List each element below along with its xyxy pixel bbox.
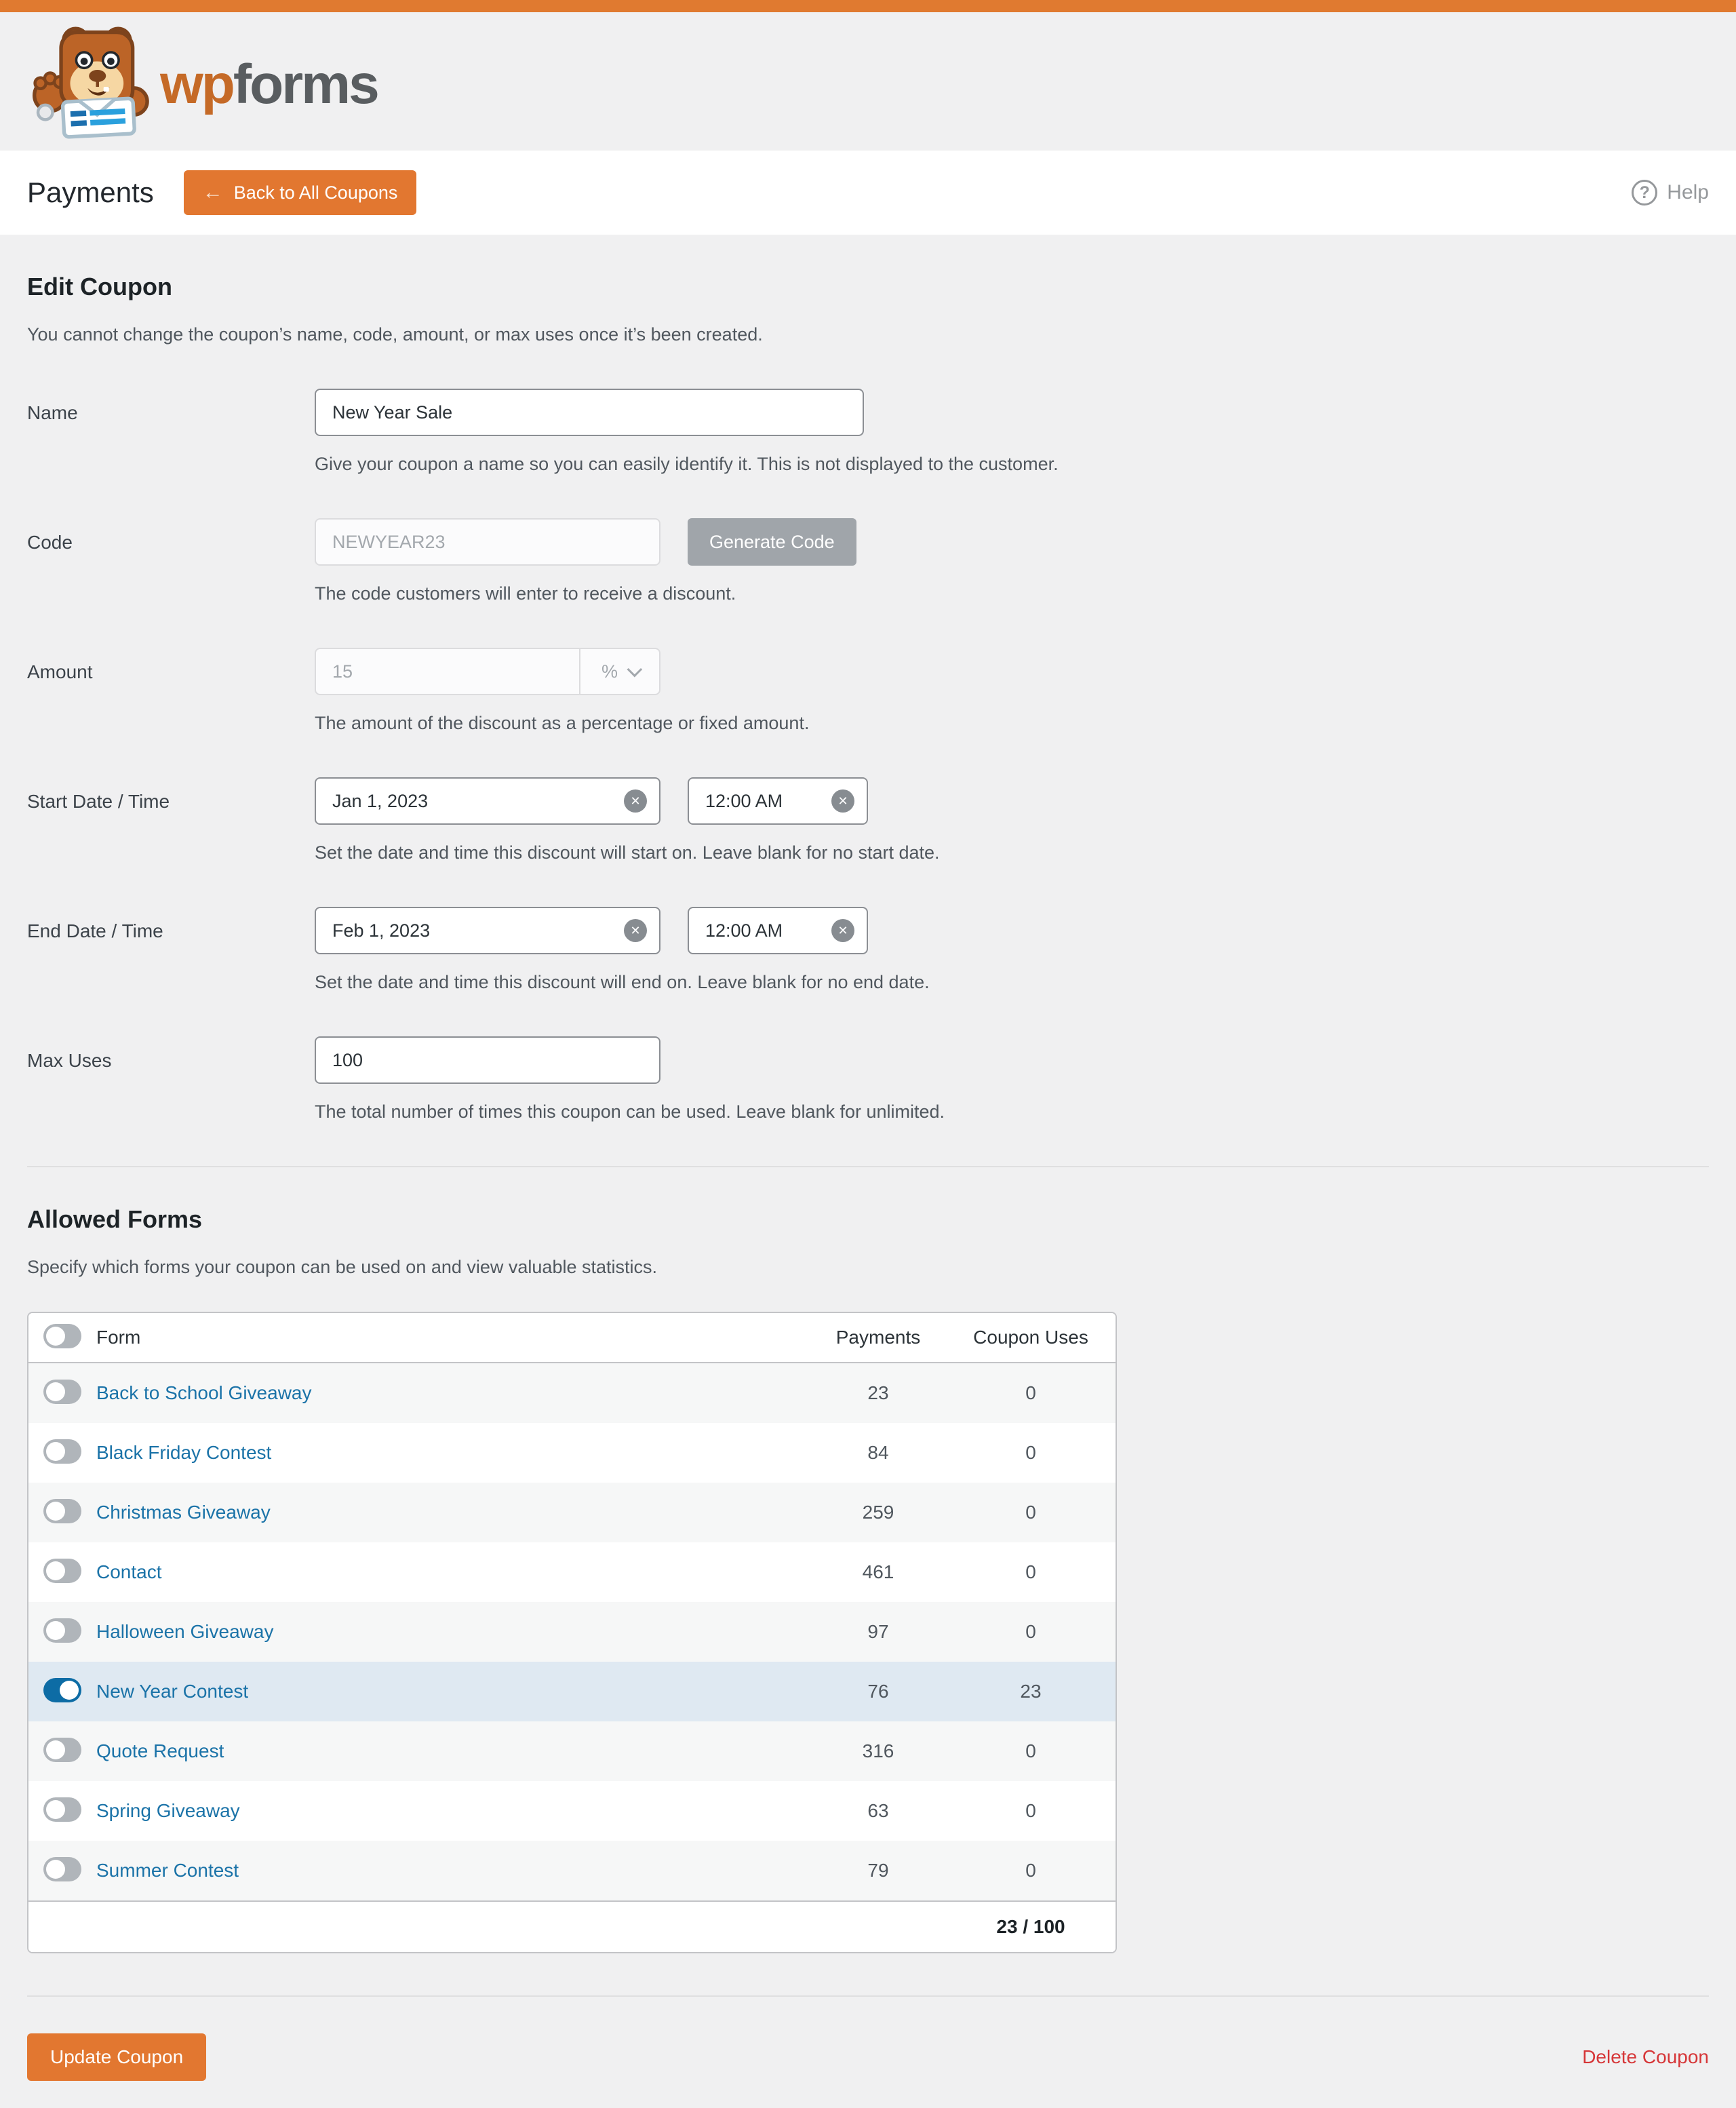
max-uses-help-text: The total number of times this coupon can be used. Leave blank for unlimited. [315,1101,945,1122]
code-label: Code [27,532,73,553]
form-toggle-switch[interactable] [43,1678,81,1702]
toggle-knob [46,1800,65,1819]
form-toggle-switch[interactable] [43,1499,81,1523]
end-date-input[interactable] [315,907,660,954]
toggle-knob [46,1621,65,1640]
payments-value: 23 [867,1382,889,1403]
wpforms-bear-logo-icon [27,24,153,139]
end-field-row [27,907,1709,993]
form-toggle-switch[interactable] [43,1559,81,1583]
update-coupon-button[interactable]: Update Coupon [27,2033,206,2081]
start-field-row [27,777,1709,863]
toggle-all-forms-switch[interactable] [43,1324,81,1348]
table-row [28,1781,1116,1841]
coupon-uses-value: 23 [1020,1681,1042,1702]
delete-coupon-link[interactable]: Delete Coupon [1582,2046,1709,2067]
table-body [28,1363,1116,1900]
table-footer-row [28,1900,1116,1952]
footer-divider [27,1995,1709,1997]
amount-field-row [27,648,1709,734]
wordmark-forms: forms [233,54,378,115]
coupon-uses-total: 23 / 100 [996,1916,1065,1937]
toggle-knob [46,1327,65,1346]
form-column-header: Form [96,1327,141,1348]
chevron-down-icon [627,662,643,678]
payments-value: 76 [867,1681,889,1702]
form-name-link[interactable]: Back to School Giveaway [96,1382,312,1403]
table-header-row [28,1313,1116,1363]
table-row [28,1841,1116,1900]
toggle-knob [60,1681,79,1700]
table-row [28,1423,1116,1483]
amount-help-text: The amount of the discount as a percentage or fixed amount. [315,713,810,733]
form-toggle-switch[interactable] [43,1738,81,1762]
back-button-label: Back to All Coupons [233,182,398,203]
coupon-uses-value: 0 [1025,1740,1036,1761]
form-toggle-switch[interactable] [43,1439,81,1464]
edit-coupon-heading: Edit Coupon [27,273,172,300]
end-help-text: Set the date and time this discount will end on. Leave blank for no end date. [315,972,930,992]
payments-column-header: Payments [835,1327,921,1348]
clear-start-time-icon[interactable] [831,789,854,813]
start-date-input[interactable] [315,777,660,825]
payments-value: 84 [867,1442,889,1463]
coupon-uses-value: 0 [1025,1800,1036,1821]
table-row [28,1602,1116,1662]
payments-value: 79 [867,1860,889,1881]
amount-unit-value: % [601,661,618,682]
clear-start-date-icon[interactable] [624,789,647,813]
amount-composite-field [315,648,660,695]
wordmark-wp: wp [160,54,233,115]
toggle-knob [46,1740,65,1759]
table-row [28,1721,1116,1781]
coupon-uses-value: 0 [1025,1621,1036,1642]
payments-value: 63 [867,1800,889,1821]
coupon-uses-value: 0 [1025,1502,1036,1523]
table-row [28,1363,1116,1423]
code-help-text: The code customers will enter to receive a discount. [315,583,736,604]
amount-label: Amount [27,661,93,682]
toggle-knob [46,1561,65,1580]
form-name-link[interactable]: Christmas Giveaway [96,1502,271,1523]
form-name-link[interactable]: New Year Contest [96,1681,249,1702]
name-input[interactable] [315,389,864,436]
allowed-forms-table [27,1312,1117,1953]
form-toggle-switch[interactable] [43,1380,81,1404]
start-label: Start Date / Time [27,791,170,812]
end-label: End Date / Time [27,920,163,941]
clear-end-date-icon[interactable] [624,919,647,942]
table-row [28,1542,1116,1602]
form-name-link[interactable]: Black Friday Contest [96,1442,272,1463]
name-field-row [27,389,1709,475]
wpforms-wordmark [160,53,378,117]
actions-row [27,2033,1709,2081]
admin-top-bar [0,0,1736,12]
form-toggle-switch[interactable] [43,1618,81,1643]
start-help-text: Set the date and time this discount will start on. Leave blank for no start date. [315,842,940,863]
name-label: Name [27,402,78,423]
payments-value: 259 [862,1502,894,1523]
code-input [315,518,660,566]
allowed-forms-heading: Allowed Forms [27,1205,203,1233]
form-name-link[interactable]: Spring Giveaway [96,1800,240,1821]
coupon-uses-value: 0 [1025,1442,1036,1463]
section-divider [27,1166,1709,1167]
help-link[interactable] [1632,180,1709,206]
toggle-knob [46,1442,65,1461]
clear-end-time-icon[interactable] [831,919,854,942]
back-to-all-coupons-button[interactable] [184,170,417,215]
form-name-link[interactable]: Halloween Giveaway [96,1621,274,1642]
payments-value: 461 [862,1561,894,1582]
back-arrow-icon [203,181,223,204]
code-field-row [27,518,1709,604]
table-row [28,1483,1116,1542]
table-row [28,1662,1116,1721]
max-uses-field-row [27,1036,1709,1123]
page-title: Payments [27,176,154,208]
question-circle-icon [1632,180,1657,206]
amount-unit-select [579,649,659,694]
payments-value: 316 [862,1740,894,1761]
toggle-knob [46,1502,65,1521]
max-uses-label: Max Uses [27,1050,112,1071]
main-content [0,273,1736,2108]
help-label: Help [1667,181,1709,203]
form-toggle-switch[interactable] [43,1857,81,1881]
form-name-link[interactable]: Quote Request [96,1740,224,1761]
name-help-text: Give your coupon a name so you can easily identify it. This is not displayed to the customer. [315,454,1059,474]
form-toggle-switch[interactable] [43,1797,81,1822]
coupon-uses-value: 0 [1025,1382,1036,1403]
coupon-uses-value: 0 [1025,1561,1036,1582]
toggle-knob [46,1382,65,1401]
brand-header [0,12,1736,151]
form-name-link[interactable]: Contact [96,1561,162,1582]
coupon-uses-column-header: Coupon Uses [973,1327,1088,1348]
payments-toolbar [0,151,1736,235]
amount-input: 15 [332,661,353,682]
edit-coupon-description: You cannot change the coupon’s name, code, amount, or max uses once it’s been created. [27,324,763,345]
payments-value: 97 [867,1621,889,1642]
allowed-forms-description: Specify which forms your coupon can be used on and view valuable statistics. [27,1257,657,1277]
generate-code-button: Generate Code [688,518,856,566]
coupon-uses-value: 0 [1025,1860,1036,1881]
max-uses-input[interactable] [315,1036,660,1084]
form-name-link[interactable]: Summer Contest [96,1860,239,1881]
toggle-knob [46,1860,65,1879]
